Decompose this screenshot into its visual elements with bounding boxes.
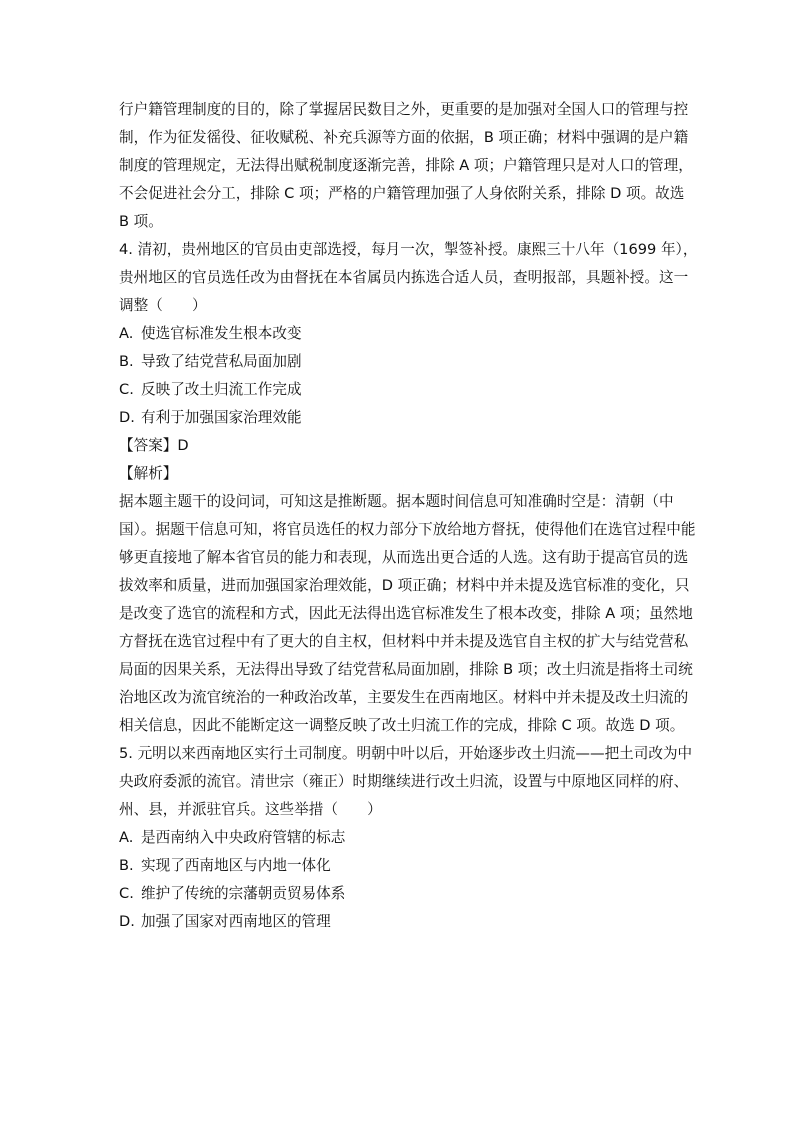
question-stem-line: 央政府委派的流官。清世宗（雍正）时期继续进行改土归流，设置与中原地区同样的府、 (119, 773, 689, 790)
option-text: 是西南纳入中央政府管辖的标志 (141, 829, 346, 846)
text-line: B 项。 (119, 213, 163, 230)
option-letter: B. (119, 857, 134, 874)
analysis-line: 据本题主题干的设问词，可知这是推断题。据本题时间信息可知准确时空是：清朝（中 (119, 493, 674, 510)
option-letter: A. (119, 325, 134, 342)
question-5 (119, 740, 693, 936)
option-c (119, 376, 675, 404)
question-stem-line: 4. 清初，贵州地区的官员由吏部选授，每月一次，掣签补授。康熙三十八年（1699 年）， (119, 241, 698, 258)
option-b (119, 348, 675, 376)
analysis-line: 够更直接地了解本省官员的能力和表现，从而选出更合适的人选。这有助于提高官员的选 (119, 549, 689, 566)
option-letter: A. (119, 829, 134, 846)
option-letter: C. (119, 381, 134, 398)
option-b (119, 852, 675, 880)
analysis-line: 方督抚在选官过程中有了更大的自主权，但材料中并未提及选官自主权的扩大与结党营私 (119, 633, 689, 650)
analysis-line: 是改变了选官的流程和方式，因此无法得出选官标准发生了根本改变，排除 A 项；虽然地 (119, 605, 693, 622)
question-stem-line: 州、县，并派驻官兵。这些举措（ ） (119, 801, 382, 818)
option-letter: D. (119, 409, 135, 426)
option-text: 有利于加强国家治理效能 (141, 409, 302, 426)
analysis-line: 相关信息，因此不能断定这一调整反映了改土归流工作的完成，排除 C 项。故选 D 项。 (119, 717, 685, 734)
option-text: 维护了传统的宗藩朝贡贸易体系 (141, 885, 346, 902)
question-stem-line: 调整（ ） (119, 297, 207, 314)
question-stem-line: 贵州地区的官员选任改为由督抚在本省属员内拣选合适人员，查明报部，具题补授。这一 (119, 269, 689, 286)
option-a (119, 824, 675, 852)
option-text: 反映了改土归流工作完成 (141, 381, 302, 398)
analysis-label: 【解析】 (119, 465, 178, 482)
option-c (119, 880, 675, 908)
answer-label: 【答案】D (119, 437, 189, 454)
question-4 (119, 236, 698, 740)
option-letter: B. (119, 353, 134, 370)
text-line: 制，作为征发徭役、征收赋税、补充兵源等方面的依据，B 项正确；材料中强调的是户籍 (119, 129, 689, 146)
option-letter: D. (119, 913, 135, 930)
option-text: 导致了结党营私局面加剧 (141, 353, 302, 370)
analysis-line: 局面的因果关系，无法得出导致了结党营私局面加剧，排除 B 项；改土归流是指将土司统 (119, 661, 693, 678)
question-stem-line: 5. 元明以来西南地区实行土司制度。明朝中叶以后，开始逐步改土归流——把土司改为中 (119, 745, 693, 762)
text-line: 制度的管理规定，无法得出赋税制度逐渐完善，排除 A 项；户籍管理只是对人口的管理， (119, 157, 693, 174)
text-line: 不会促进社会分工，排除 C 项；严格的户籍管理加强了人身依附关系，排除 D 项。故选 (119, 185, 685, 202)
option-d (119, 404, 675, 432)
option-text: 实现了西南地区与内地一体化 (141, 857, 331, 874)
option-text: 使选官标准发生根本改变 (141, 325, 302, 342)
option-letter: C. (119, 885, 134, 902)
analysis-line: 国）。据题干信息可知，将官员选任的权力部分下放给地方督抚，使得他们在选官过程中能 (119, 521, 696, 538)
option-text: 加强了国家对西南地区的管理 (141, 913, 331, 930)
text-line: 行户籍管理制度的目的，除了掌握居民数目之外，更重要的是加强对全国人口的管理与控 (119, 101, 689, 118)
analysis-line: 拔效率和质量，进而加强国家治理效能，D 项正确；材料中并未提及选官标准的变化，只 (119, 577, 690, 594)
document-page (119, 96, 698, 936)
option-d (119, 908, 675, 936)
analysis-line: 治地区改为流官统治的一种政治改革，主要发生在西南地区。材料中并未提及改土归流的 (119, 689, 689, 706)
previous-analysis-continuation (119, 96, 693, 236)
option-a (119, 320, 675, 348)
